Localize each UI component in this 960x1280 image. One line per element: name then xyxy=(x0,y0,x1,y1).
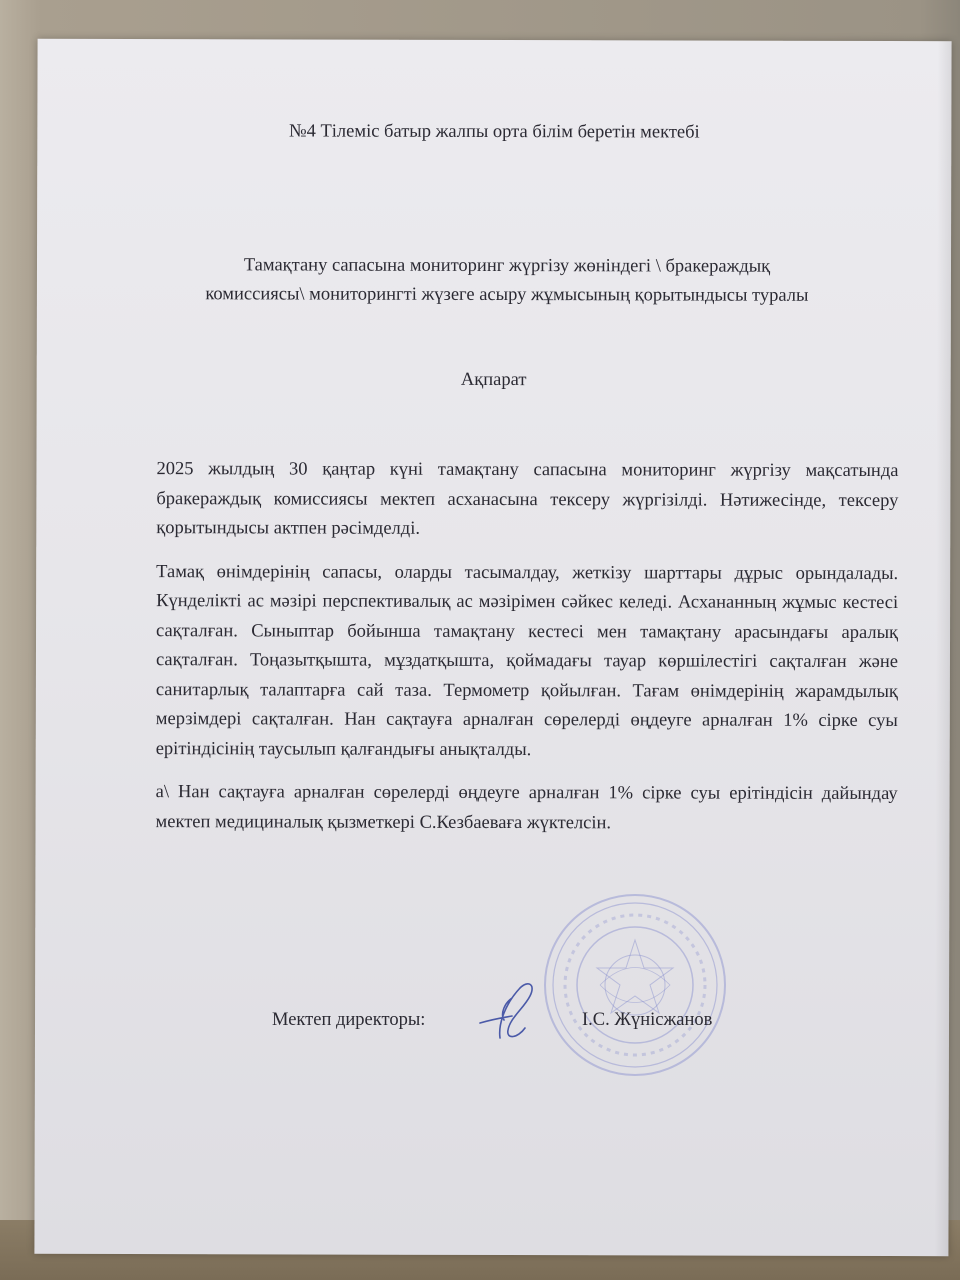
signature-role: Мектеп директоры: xyxy=(272,1010,426,1030)
signature-name: І.С. Жүнісжанов xyxy=(582,1010,713,1030)
title-line-2: комиссиясы\ мониторингті жүзеге асыру жұмысының қорытындысы туралы xyxy=(205,284,809,306)
title-line-1: Тамақтану сапасына мониторинг жүргізу жөніндегі \ бракераждық xyxy=(243,255,771,277)
document-type: Ақпарат xyxy=(460,369,527,391)
paragraph-findings: Тамақ өнімдерінің сапасы, оларды тасымалдау, жеткізу шарттары дұрыс орындалады. Күнделікті ас мәзірі перспективалық ас мәзірімен сәйкес келеді. Асхананның жұмыс кестесі сақталған. Сыныптар бойынша тамақтану кестесі мен тамақтану арасындағы аралық сақталған. Тоңазытқышта, мұздатқышта, қоймадағы тауар көршілестігі сақталған және санитарлық талаптарға сай таза. Термометр қойылған. Тағам өнімдерінің жарамдылық мерзімдері сақталған. Нан сақтауға арналған сөрелерді өңдеуге арналған 1% сірке суы ерітіндісінің таусылып қалғандығы анықталды. xyxy=(155,561,899,760)
document-page xyxy=(34,39,951,1256)
round-seal-icon xyxy=(540,890,730,1080)
paragraph-assignment: а\ Нан сақтауға арналған сөрелерді өңдеуге арналған 1% сірке суы ерітіндісін дайындау мектеп медициналық қызметкері С.Кезбаеваға жүктелсін. xyxy=(155,782,898,833)
paragraph-inspection: 2025 жылдың 30 қаңтар күні тамақтану сапасына мониторинг жүргізу мақсатында бракераждық комиссиясы мектеп асханасына тексеру жүргізілді. Нәтижесінде, тексеру қорытындысы актпен рәсімделді. xyxy=(156,459,899,539)
signature-block xyxy=(272,1010,792,1050)
document-body xyxy=(155,455,898,853)
document-title xyxy=(117,251,897,311)
school-name: №4 Тілеміс батыр жалпы орта білім беретін мектебі xyxy=(288,121,700,143)
